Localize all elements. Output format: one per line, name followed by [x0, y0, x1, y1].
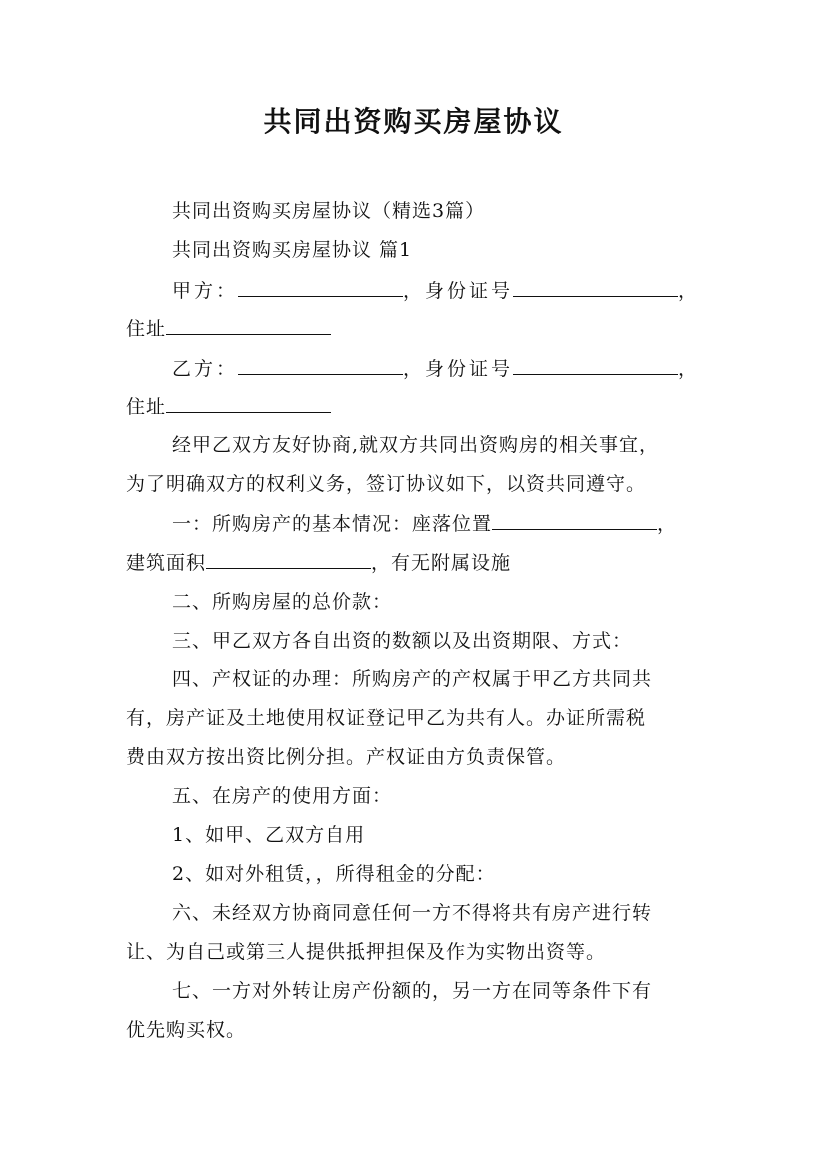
party-b-address-line — [126, 392, 726, 421]
clause-1-location-label: 一：所购房产的基本情况：座落位置 — [172, 513, 493, 535]
party-b-comma: ， — [678, 358, 701, 380]
clause-7-line: 七、一方对外转让房产份额的，另一方在同等条件下有 — [172, 980, 653, 1002]
clause-5-item-1: 1、如甲、乙双方自用 — [172, 824, 366, 846]
party-b-label: 乙方： — [172, 358, 239, 380]
clause-4-line: 四、产权证的办理：所购房产的产权属于甲乙方共同共 — [172, 668, 653, 690]
party-b-address-label: 住址 — [126, 396, 167, 418]
facilities-label: ，有无附属设施 — [371, 552, 512, 574]
clause-4-line: 有，房产证及土地使用权证登记甲乙为共有人。办证所需税 — [126, 707, 647, 729]
party-b-id-label: ，身份证号 — [403, 358, 514, 380]
paragraph-line: 为了明确双方的权利义务，签订协议如下，以资共同遵守。 — [126, 473, 647, 495]
clause-6-line: 让、为自己或第三人提供抵押担保及作为实物出资等。 — [126, 941, 607, 963]
clause-7-line: 优先购买权。 — [126, 1019, 247, 1041]
clause-1-line — [172, 509, 732, 538]
building-area-blank — [206, 548, 371, 569]
party-a-comma: ， — [678, 280, 701, 302]
clause-5-item-2: 2、如对外租赁，，所得租金的分配： — [172, 863, 496, 885]
party-b-id-blank — [513, 354, 678, 375]
clause-2: 二、所购房屋的总价款： — [172, 591, 393, 613]
party-b-name-blank — [238, 354, 403, 375]
clause-4-line: 费由双方按出资比例分担。产权证由方负责保管。 — [126, 746, 567, 768]
clause-6-line: 六、未经双方协商同意任何一方不得将共有房产进行转 — [172, 902, 653, 924]
subtitle-part-1: 共同出资购买房屋协议 篇1 — [172, 239, 413, 261]
party-a-line — [172, 276, 732, 305]
clause-5: 五、在房产的使用方面： — [172, 785, 393, 807]
party-b-address-blank — [166, 392, 331, 413]
party-a-label: 甲方： — [172, 280, 239, 302]
paragraph-line: 经甲乙双方友好协商,就双方共同出资购房的相关事宜， — [172, 434, 660, 456]
party-a-id-blank — [513, 276, 678, 297]
location-blank — [492, 509, 657, 530]
party-a-name-blank — [238, 276, 403, 297]
party-a-address-label: 住址 — [126, 318, 167, 340]
building-area-label: 建筑面积 — [126, 552, 207, 574]
party-b-line — [172, 354, 732, 383]
party-a-address-line — [126, 314, 726, 343]
subtitle-selected: 共同出资购买房屋协议（精选3篇） — [172, 200, 486, 222]
clause-1-area-line — [126, 548, 726, 577]
document-title: 共同出资购买房屋协议 — [263, 105, 564, 138]
party-a-id-label: ，身份证号 — [403, 280, 514, 302]
party-a-address-blank — [166, 314, 331, 335]
clause-1-comma: ， — [657, 513, 678, 535]
clause-3: 三、甲乙双方各自出资的数额以及出资期限、方式： — [172, 630, 633, 652]
